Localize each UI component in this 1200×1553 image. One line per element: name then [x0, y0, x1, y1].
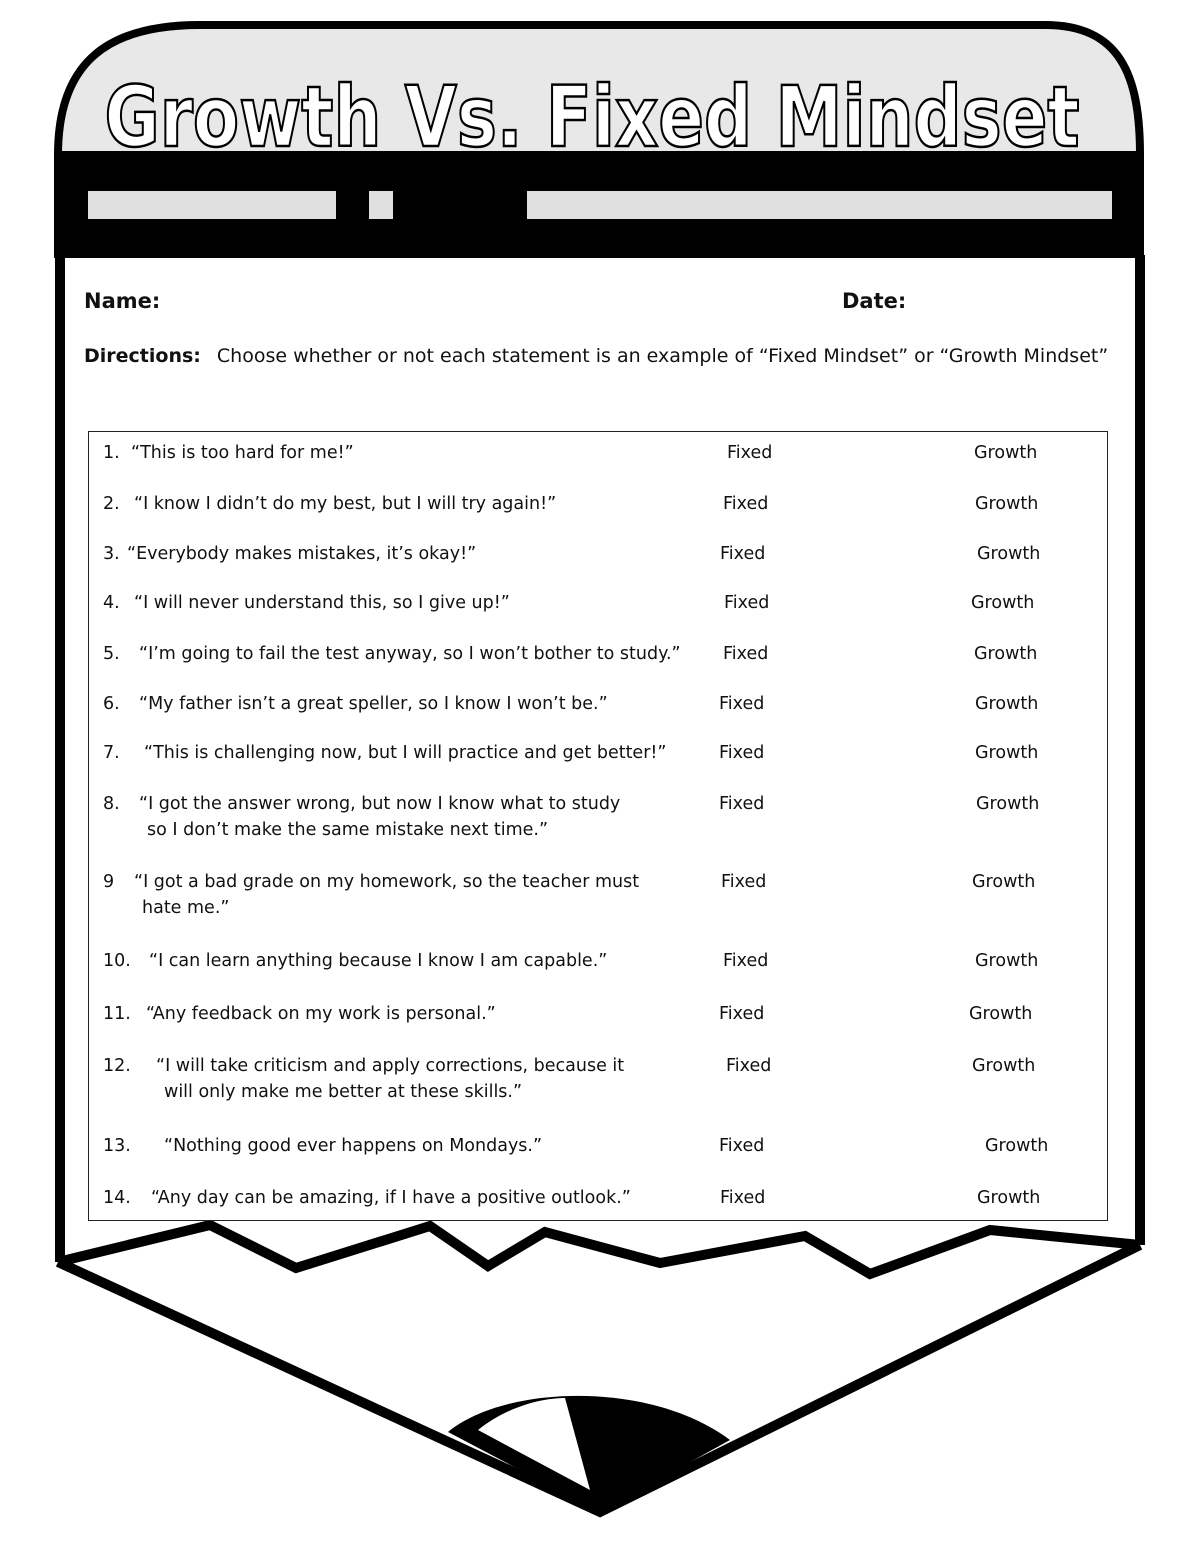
fixed-option[interactable]: Fixed	[719, 694, 765, 714]
fixed-option[interactable]: Fixed	[723, 644, 769, 664]
directions-label: Directions:	[84, 345, 201, 367]
growth-option[interactable]: Growth	[975, 743, 1039, 763]
fixed-option[interactable]: Fixed	[720, 544, 766, 564]
fixed-option[interactable]: Fixed	[719, 1004, 765, 1024]
statement-text	[151, 1185, 631, 1211]
statement-text	[139, 691, 608, 717]
statement-number: 1.	[103, 443, 120, 463]
statement-text	[139, 791, 620, 843]
statement-text	[164, 1133, 542, 1159]
statement-text	[144, 740, 666, 766]
statement-text	[134, 491, 556, 517]
statement-line-2: will only make me better at these skills.”	[164, 1082, 523, 1102]
statement-line-1: “Any feedback on my work is personal.”	[146, 1004, 496, 1024]
statement-line-1: “I know I didn’t do my best, but I will try again!”	[134, 494, 557, 514]
statement-text	[134, 590, 510, 616]
growth-option[interactable]: Growth	[977, 1188, 1041, 1208]
growth-option[interactable]: Growth	[975, 494, 1039, 514]
growth-option[interactable]: Growth	[975, 951, 1039, 971]
statement-number: 2.	[103, 494, 120, 514]
statement-text	[149, 948, 607, 974]
fixed-option[interactable]: Fixed	[723, 951, 769, 971]
statement-line-1: “This is challenging now, but I will practice and get better!”	[144, 743, 667, 763]
statement-number: 12.	[103, 1056, 131, 1076]
fixed-option[interactable]: Fixed	[727, 443, 773, 463]
fixed-option[interactable]: Fixed	[719, 1136, 765, 1156]
statement-number: 5.	[103, 644, 120, 664]
fixed-option[interactable]: Fixed	[726, 1056, 772, 1076]
statement-line-1: “I can learn anything because I know I am capable.”	[149, 951, 608, 971]
statement-text	[139, 641, 681, 667]
ferrule-highlight-left	[88, 191, 336, 219]
statement-number: 14.	[103, 1188, 131, 1208]
statement-line-1: “Nothing good ever happens on Mondays.”	[164, 1136, 543, 1156]
statement-number: 7.	[103, 743, 120, 763]
directions-text: Choose whether or not each statement is an example of “Fixed Mindset” or “Growth Mindset”	[216, 345, 1109, 367]
statement-number: 4.	[103, 593, 120, 613]
statement-text	[156, 1053, 624, 1105]
statement-line-2: hate me.”	[142, 898, 230, 918]
statement-line-1: “I will never understand this, so I give up!”	[134, 593, 510, 613]
statement-text	[146, 1001, 496, 1027]
statement-number: 6.	[103, 694, 120, 714]
growth-option[interactable]: Growth	[977, 544, 1041, 564]
growth-option[interactable]: Growth	[971, 593, 1035, 613]
statement-list	[88, 431, 1108, 1221]
statement-number: 9	[103, 872, 115, 892]
name-label: Name:	[84, 289, 161, 313]
ferrule-highlight-right	[527, 191, 1112, 219]
fixed-option[interactable]: Fixed	[724, 593, 770, 613]
statement-line-2: so I don’t make the same mistake next time.”	[147, 820, 549, 840]
growth-option[interactable]: Growth	[974, 644, 1038, 664]
pencil-wood-zigzag	[58, 1225, 1140, 1274]
growth-option[interactable]: Growth	[985, 1136, 1049, 1156]
statement-line-1: “I got a bad grade on my homework, so the teacher must	[134, 872, 640, 892]
statement-line-1: “My father isn’t a great speller, so I know I won’t be.”	[139, 694, 608, 714]
statement-number: 13.	[103, 1136, 131, 1156]
directions	[84, 345, 1108, 367]
statement-text	[127, 541, 476, 567]
fixed-option[interactable]: Fixed	[719, 743, 765, 763]
statement-line-1: “I got the answer wrong, but now I know what to study	[139, 794, 621, 814]
date-label: Date:	[842, 289, 907, 313]
growth-option[interactable]: Growth	[975, 694, 1039, 714]
growth-option[interactable]: Growth	[972, 872, 1036, 892]
statement-line-1: “I will take criticism and apply corrections, because it	[156, 1056, 625, 1076]
fixed-option[interactable]: Fixed	[723, 494, 769, 514]
statement-line-1: “Any day can be amazing, if I have a positive outlook.”	[151, 1188, 631, 1208]
statement-text	[134, 869, 639, 921]
ferrule-highlight-small	[369, 191, 393, 219]
growth-option[interactable]: Growth	[974, 443, 1038, 463]
statement-number: 11.	[103, 1004, 131, 1024]
growth-option[interactable]: Growth	[976, 794, 1040, 814]
growth-option[interactable]: Growth	[969, 1004, 1033, 1024]
growth-option[interactable]: Growth	[972, 1056, 1036, 1076]
statement-line-1: “This is too hard for me!”	[131, 443, 354, 463]
pencil-lead-tip	[448, 1396, 730, 1512]
worksheet-title: Growth Vs. Fixed Mindset	[104, 68, 1080, 166]
statement-text	[131, 440, 354, 466]
statement-number: 3.	[103, 544, 120, 564]
fixed-option[interactable]: Fixed	[720, 1188, 766, 1208]
fixed-option[interactable]: Fixed	[719, 794, 765, 814]
statement-line-1: “Everybody makes mistakes, it’s okay!”	[127, 544, 477, 564]
fixed-option[interactable]: Fixed	[721, 872, 767, 892]
statement-number: 8.	[103, 794, 120, 814]
statement-number: 10.	[103, 951, 131, 971]
statement-line-1: “I’m going to fail the test anyway, so I won’t bother to study.”	[139, 644, 681, 664]
